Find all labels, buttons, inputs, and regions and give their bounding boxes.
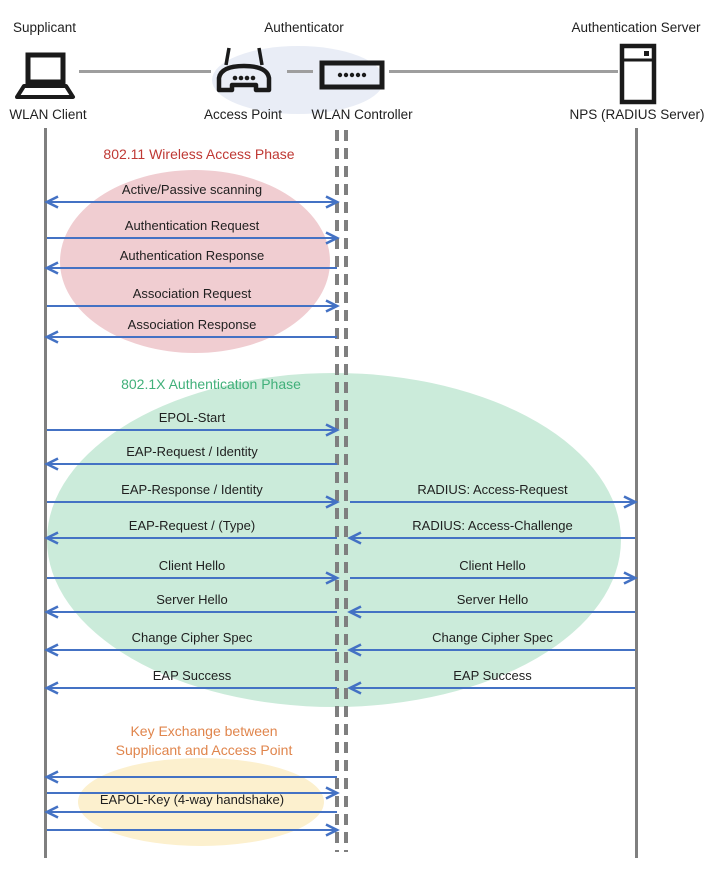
device-connector-line [389, 70, 618, 73]
message-label: Server Hello [156, 592, 228, 607]
device-connector-line [79, 70, 211, 73]
message-label: Authentication Request [124, 218, 260, 233]
device-label-nps: NPS (RADIUS Server) [569, 107, 705, 122]
message-label: EAP-Request / Identity [126, 444, 258, 459]
message-label: RADIUS: Access-Challenge [412, 518, 573, 533]
phase3-title [116, 722, 293, 760]
message-label: Client Hello [459, 558, 526, 573]
access-point-icon [212, 45, 276, 105]
server-icon [619, 43, 657, 105]
phase1-title: 802.11 Wireless Access Phase [103, 146, 295, 162]
message-label: Active/Passive scanning [121, 182, 263, 197]
wlan-controller-icon [319, 60, 385, 90]
lifeline-nps-server [635, 128, 638, 858]
phase3-title-line2: Supplicant and Access Point [115, 742, 293, 758]
phase2-ellipse [47, 373, 621, 707]
lifeline-wlan-controller-dashed-1 [335, 130, 339, 852]
message-label: EAP Success [453, 668, 532, 683]
message-label: Association Response [127, 317, 257, 332]
phase2-title: 802.1X Authentication Phase [121, 376, 301, 392]
lifeline-wlan-client [44, 128, 47, 858]
device-label-wlan-controller: WLAN Controller [311, 107, 413, 122]
message-label: Change Cipher Spec [131, 630, 253, 645]
message-label: RADIUS: Access-Request [417, 482, 568, 497]
actor-role-authenticator: Authenticator [264, 20, 344, 35]
message-label: Association Request [132, 286, 252, 301]
message-label: Server Hello [456, 592, 529, 607]
message-label: Client Hello [158, 558, 226, 573]
actor-role-authentication-server: Authentication Server [571, 20, 701, 35]
message-label: Authentication Response [119, 248, 265, 263]
phase3-title-line1: Key Exchange between [130, 723, 278, 739]
device-label-wlan-client: WLAN Client [9, 107, 87, 122]
laptop-icon [13, 52, 77, 101]
actor-role-supplicant: Supplicant [13, 20, 77, 35]
device-label-access-point: Access Point [203, 107, 283, 122]
message-label: EAP Success [152, 668, 232, 683]
device-connector-line [287, 70, 313, 73]
message-label: Change Cipher Spec [432, 630, 553, 645]
message-label: EAP-Request / (Type) [128, 518, 256, 533]
message-label: EAP-Response / Identity [121, 482, 263, 497]
lifeline-wlan-controller-dashed-2 [344, 130, 348, 852]
message-label: EAPOL-Key (4-way handshake) [99, 792, 285, 807]
message-label: EPOL-Start [158, 410, 226, 425]
